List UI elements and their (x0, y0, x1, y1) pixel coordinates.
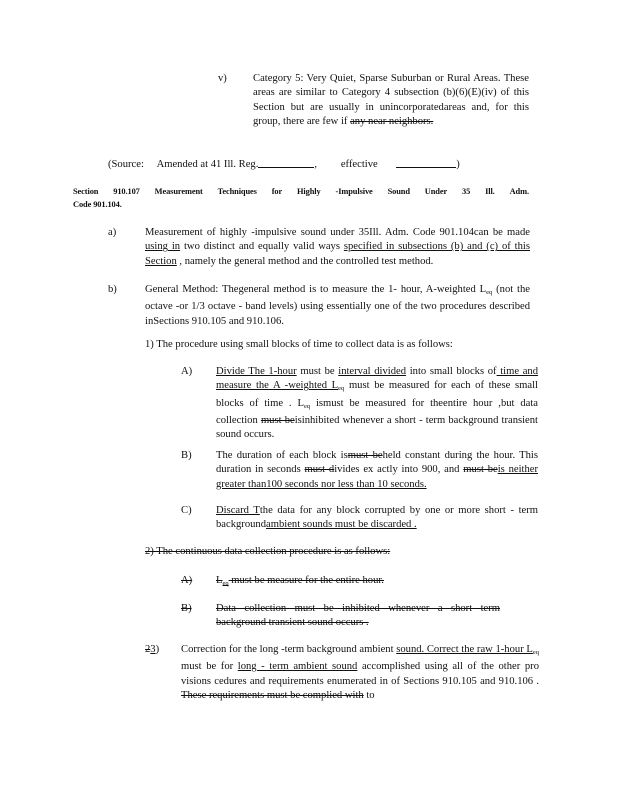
b1b-text-1: The duration of each block is (216, 450, 348, 461)
b3-label-inserted: 3 (150, 644, 156, 655)
b1a-text-3: must be measured for each of these small blocks of time . L (216, 380, 538, 409)
b3-label-paren: ) (155, 644, 160, 655)
b1-heading: 1) The procedure using small blocks of time to collect data is as follows: (145, 339, 453, 350)
b-text-2: (not the octave -or 1/3 octave - band levels) using essentially one of the two procedures described inSections 910.105 and 910.106. (145, 284, 530, 327)
b1a-text-5: isinhibited whenever a short - term background transient sound occurs. (216, 414, 539, 441)
title-word: 35 (461, 187, 471, 196)
b1a-del-1: must be (260, 414, 295, 426)
b1a-ins-1: Divide The 1-hour (216, 366, 297, 377)
title-word: Sound (387, 187, 410, 196)
b1b-del-3: must be (463, 464, 498, 476)
b3-text (181, 643, 539, 703)
b1a-sub-1: eq (338, 385, 345, 393)
b2a-text (216, 574, 538, 591)
source-close: ) (456, 159, 460, 170)
a-text-3: , namely the general method and the controlled test method. (176, 255, 434, 267)
b-subscript: eq (486, 289, 493, 296)
title-word: Adm. (509, 187, 529, 196)
source-prefix: (Source: (108, 159, 144, 170)
b1a-text (216, 365, 538, 442)
b3-sub: eq (532, 649, 540, 656)
b1a-label: A) (181, 366, 193, 377)
b2b-text: Data collection must be inhibited whenever a short term background transient sound occurs . (216, 603, 500, 629)
title-word: -Impulsive (335, 187, 373, 196)
b2a-text-2: must be measure for the entire hour. (228, 575, 384, 586)
source-effective: effective (340, 159, 378, 170)
b1b-text (216, 449, 538, 492)
subsection-b-text (145, 283, 530, 329)
b1a-text-1: must be (296, 366, 339, 377)
title-word: Measurement (154, 187, 203, 196)
b1b-ins-1: is neither greater than100 seconds nor less than 10 seconds. (216, 464, 538, 490)
effective-blank (396, 157, 456, 168)
section-title-line1 (73, 186, 529, 198)
source-note: (Source: Amended at 41 Ill. Reg. , effective ) (108, 159, 460, 170)
item-v-body: Category 5: Very Quiet, Sparse Suburban or Rural Areas. These areas are similar to Category 4 subsection (b)(6)(E)(iv) of this Section but are usually in unincorporatedareas and, for this group, there are few if (253, 73, 529, 127)
b3-label (145, 643, 159, 657)
b1b-text-3: ivides ex actly into 900, and (334, 464, 464, 476)
subsection-a-text (145, 226, 530, 269)
a-text-2: two distinct and equally valid ways (180, 241, 344, 253)
b3-del-1: These requirements must be complied with (181, 689, 364, 701)
b-text-1: General Method: Thegeneral method is to measure the 1- hour, A-weighted L (145, 284, 487, 295)
source-amended: Amended at 41 Ill. Reg. (156, 159, 259, 170)
b3-ins-1: sound. Correct the raw 1-hour L (396, 644, 533, 655)
title-word: Ill. (485, 187, 495, 196)
b1b-del-1: must be (347, 450, 383, 461)
b1c-text-1: the data for any block corrupted by one or more short - term background (216, 505, 538, 531)
b1b-del-2: must d (304, 464, 335, 476)
title-word: for (271, 187, 283, 196)
subsection-a-label: a) (108, 227, 117, 238)
subsection-b-label: b) (108, 284, 117, 295)
b1c-ins-2: ambient sounds must be discarded . (266, 519, 417, 531)
title-word: Under (424, 187, 448, 196)
item-v-label: v) (218, 73, 227, 84)
b3-text-4: to (363, 689, 375, 701)
title-word: Section (73, 187, 99, 196)
title-word: Highly (297, 187, 321, 196)
reg-blank (258, 157, 314, 168)
b3-text-3: accomplished using all of the other pro visions cedures and requirements enumerated in of Sections 910.105 and 910.106 . (181, 661, 539, 687)
item-v-deleted: any near neighbors. (350, 115, 434, 127)
title-word: 910.107 (113, 187, 140, 196)
a-inserted-2: specified in subsections (b) and (c) of this Section (145, 241, 530, 267)
title-word: Techniques (217, 187, 257, 196)
section-title-line2: Code 901.104. (73, 200, 122, 209)
b3-text-1: Correction for the long -term background ambient (181, 644, 397, 655)
item-v-text (253, 72, 529, 129)
a-inserted-1: using in (145, 241, 181, 253)
b1c-text (216, 504, 538, 533)
b1a-ins-3: time and measure the A -weighted L (216, 366, 539, 392)
b3-label-deleted: 2 (145, 644, 151, 655)
b2a-sub: eq (222, 580, 229, 587)
b3-text-2: must be for (181, 661, 238, 673)
b1a-ins-2: interval divided (338, 366, 407, 377)
b3-ins-2: long - term ambient sound (237, 661, 358, 673)
b1c-ins-1: Discard T (216, 505, 260, 516)
b1b-label: B) (181, 450, 192, 461)
b2a-label: A) (181, 575, 193, 586)
b1c-label: C) (181, 505, 192, 516)
b1a-text-2: into small blocks of (406, 366, 497, 377)
b2a-text-1: L (216, 575, 223, 586)
b1b-text-2: held constant during the hour. This duration in seconds (216, 450, 538, 476)
b2-heading-deleted: 2) The continuous data collection procedure is as follows: (145, 546, 391, 557)
b2b-label: B) (181, 603, 192, 614)
b1a-text-4: ismust be measured for theentire hour ,but data collection (216, 397, 538, 426)
a-text-1: Measurement of highly -impulsive sound under 35Ill. Adm. Code 901.104can be made (145, 227, 530, 238)
b1a-sub-2: eq (303, 402, 311, 410)
